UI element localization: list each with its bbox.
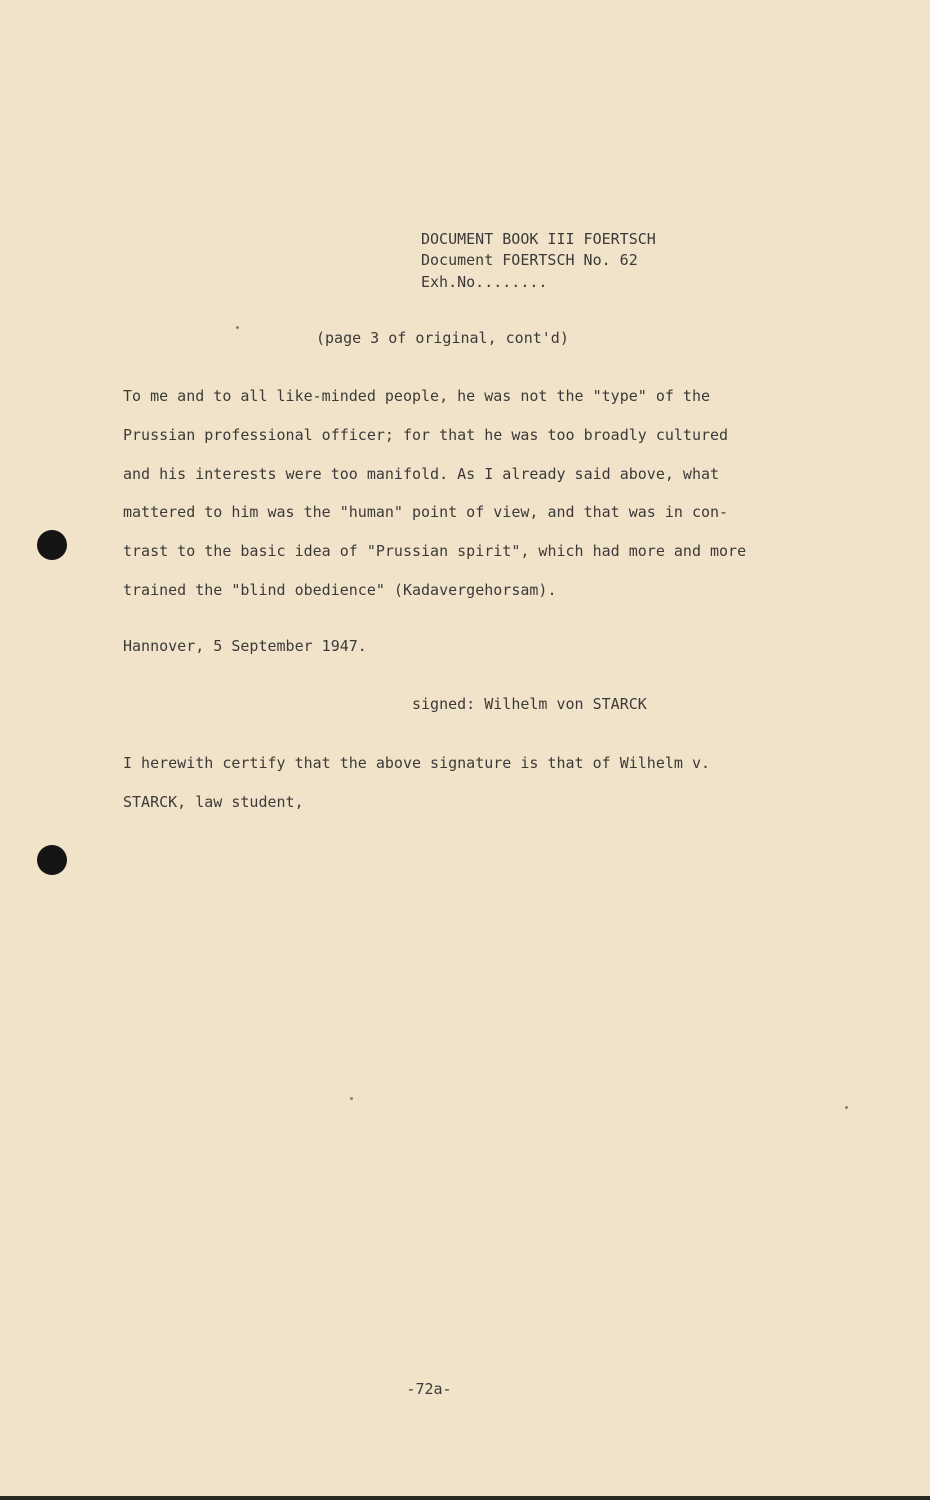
certification-line: STARCK, law student, xyxy=(123,793,304,811)
header-document-book: DOCUMENT BOOK III FOERTSCH xyxy=(421,230,656,248)
place-and-date: Hannover, 5 September 1947. xyxy=(123,637,367,655)
punch-hole-top xyxy=(37,530,67,560)
body-line: and his interests were too manifold. As I already said above, what xyxy=(123,465,720,483)
body-line: mattered to him was the "human" point of view, and that was in con- xyxy=(123,503,729,521)
page-number: -72a- xyxy=(406,1380,452,1398)
header-exhibit-number: Exh.No........ xyxy=(421,273,548,291)
header-document-number: Document FOERTSCH No. 62 xyxy=(421,251,638,269)
paper-speck xyxy=(845,1106,848,1109)
signature-line: signed: Wilhelm von STARCK xyxy=(412,695,647,713)
body-line: trast to the basic idea of "Prussian spirit", which had more and more xyxy=(123,542,747,560)
body-line: Prussian professional officer; for that he was too broadly cultured xyxy=(123,426,729,444)
paper-speck xyxy=(236,326,239,329)
punch-hole-bottom xyxy=(37,845,67,875)
body-line: trained the "blind obedience" (Kadavergehorsam). xyxy=(123,581,557,599)
page-reference: (page 3 of original, cont'd) xyxy=(316,329,569,347)
certification-line: I herewith certify that the above signature is that of Wilhelm v. xyxy=(123,754,710,772)
body-line: To me and to all like-minded people, he was not the "type" of the xyxy=(123,387,710,405)
paper-speck xyxy=(350,1097,353,1100)
